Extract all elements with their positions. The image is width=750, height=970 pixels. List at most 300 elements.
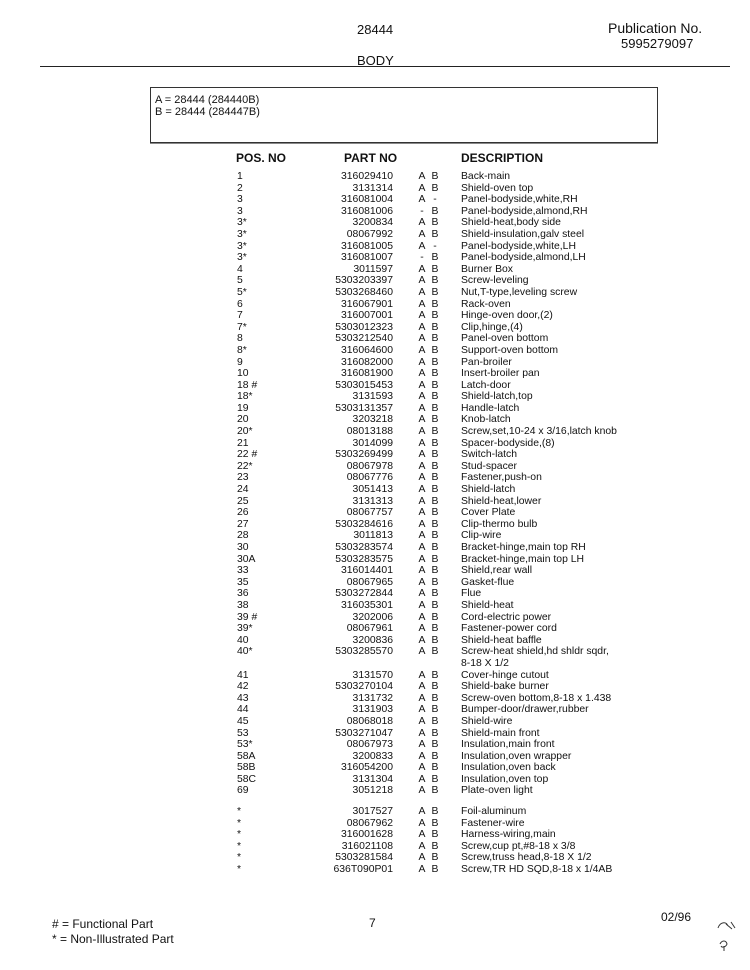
pos-cell: 45 <box>237 715 249 727</box>
part-number-cell: 08067978 <box>346 460 393 472</box>
description-cell: Support-oven bottom <box>461 344 559 356</box>
pos-cell: 6 <box>237 298 243 310</box>
part-number-cell: 08067962 <box>346 817 393 829</box>
model-b-cell: B <box>431 205 439 217</box>
legend-functional-part: # = Functional Part <box>52 917 154 931</box>
part-number-cell: 3131314 <box>352 182 393 194</box>
model-a-cell: - <box>420 252 424 264</box>
model-b-cell: B <box>431 252 439 264</box>
model-b-cell: B <box>431 864 439 876</box>
part-number-cell: 316029410 <box>340 171 393 182</box>
pos-cell: 18* <box>237 391 253 403</box>
model-b-cell: B <box>431 263 439 275</box>
model-b-cell: B <box>431 829 439 841</box>
page-number: 7 <box>369 916 376 930</box>
legend-model-a: A = 28444 (284440B) <box>155 94 260 106</box>
pos-cell: 20* <box>237 426 253 438</box>
model-a-cell: A <box>418 773 426 785</box>
table-row <box>0 739 750 751</box>
model-b-cell: B <box>431 217 439 229</box>
model-b-cell: B <box>431 507 439 519</box>
pos-cell: 42 <box>237 681 249 693</box>
model-b-cell: B <box>431 542 439 553</box>
model-a-cell: A <box>418 829 426 841</box>
table-row <box>0 183 750 195</box>
model-b-cell: B <box>431 762 439 774</box>
pos-cell: 1 <box>237 171 243 182</box>
table-row <box>0 333 750 345</box>
model-b-cell: B <box>431 840 439 852</box>
part-number-cell: 3011813 <box>353 530 393 542</box>
model-a-cell: A <box>418 275 426 287</box>
part-number-cell: 3200836 <box>352 634 393 646</box>
model-a-cell: A <box>418 194 426 206</box>
description-cell: Plate-oven light <box>461 785 533 797</box>
model-a-cell: A <box>418 217 426 229</box>
part-number-cell: 3131593 <box>352 391 393 403</box>
model-a-cell: A <box>418 449 426 461</box>
pos-cell: * <box>237 840 242 852</box>
part-number-cell: 3202006 <box>352 611 393 623</box>
model-a-cell: A <box>418 495 426 507</box>
model-a-cell: A <box>418 852 426 864</box>
model-b-cell: B <box>431 773 439 785</box>
table-row <box>0 264 750 276</box>
pos-cell: 10 <box>237 368 249 380</box>
description-cell: Burner Box <box>461 263 513 275</box>
model-b-cell: B <box>431 530 439 542</box>
model-b-cell: B <box>431 437 439 449</box>
part-number-cell: 3017527 <box>352 806 393 818</box>
part-number-cell: 316081005 <box>340 240 393 252</box>
model-b-cell: B <box>431 344 439 356</box>
part-number-cell: 5303283574 <box>335 542 393 553</box>
pos-cell: 39* <box>237 623 253 635</box>
model-a-cell: A <box>418 727 426 739</box>
model-b-cell: B <box>431 715 439 727</box>
table-row <box>0 507 750 519</box>
description-cell: Switch-latch <box>461 449 518 461</box>
model-b-cell: B <box>431 368 439 380</box>
part-number-cell: 3131732 <box>352 692 393 704</box>
part-number-cell: 08013188 <box>346 426 393 438</box>
column-header-part: PART NO <box>344 151 398 165</box>
pos-cell: 2 <box>237 182 243 194</box>
pos-cell: 38 <box>237 599 249 611</box>
table-row <box>0 612 750 624</box>
table-row <box>0 357 750 369</box>
model-b-cell: B <box>431 426 439 438</box>
part-number-cell: 08067757 <box>346 507 393 519</box>
table-row <box>0 206 750 218</box>
pos-cell: 27 <box>237 518 249 530</box>
pos-cell: 28 <box>237 530 249 542</box>
table-row <box>0 806 750 818</box>
description-cell: Shield,rear wall <box>461 565 533 577</box>
pos-cell: 9 <box>237 356 243 368</box>
column-header-pos: POS. NO <box>236 151 287 165</box>
description-cell: Panel-bodyside,white,LH <box>461 240 576 252</box>
model-b-cell: B <box>431 588 439 600</box>
table-row <box>0 646 750 669</box>
pos-cell: 7* <box>237 321 247 333</box>
model-a-cell: A <box>418 368 426 380</box>
model-b-cell: B <box>431 298 439 310</box>
model-b-cell: B <box>431 414 439 426</box>
model-a-cell: A <box>418 402 426 414</box>
model-a-cell: A <box>418 310 426 322</box>
table-row <box>0 310 750 322</box>
table-row <box>0 322 750 334</box>
model-a-cell: A <box>418 762 426 774</box>
description-cell: Shield-insulation,galv steel <box>461 228 585 240</box>
description-cell: Panel-bodyside,almond,RH <box>461 205 588 217</box>
table-row <box>0 554 750 566</box>
legend-model-b: B = 28444 (284447B) <box>155 106 260 118</box>
model-a-cell: A <box>418 356 426 368</box>
pos-cell: 40 <box>237 634 249 646</box>
description-cell: Panel-bodyside,white,RH <box>461 194 578 206</box>
description-cell: Shield-heat <box>461 599 514 611</box>
pos-cell: 22* <box>237 460 253 472</box>
part-number-cell: 5303283575 <box>335 553 393 565</box>
model-a-cell: A <box>418 426 426 438</box>
part-number-cell: 5303212540 <box>335 333 393 345</box>
table-row <box>0 565 750 577</box>
part-number-cell: 3011597 <box>353 263 393 275</box>
table-row <box>0 829 750 841</box>
table-row <box>0 716 750 728</box>
description-cell: Screw,set,10-24 x 3/16,latch knob <box>461 426 617 438</box>
pos-cell: 3 <box>237 205 243 217</box>
table-row <box>0 496 750 508</box>
part-number-cell: 3200833 <box>352 750 393 762</box>
model-a-cell: A <box>418 228 426 240</box>
part-number-cell: 5303281584 <box>335 852 393 864</box>
model-b-cell: B <box>431 171 439 182</box>
description-cell: Shield-wire <box>461 715 513 727</box>
model-a-cell: A <box>418 286 426 298</box>
pos-cell: 24 <box>237 484 249 496</box>
model-a-cell: A <box>418 611 426 623</box>
part-number-cell: 3051218 <box>352 785 393 797</box>
part-number-cell: 08067961 <box>346 623 393 635</box>
table-row <box>0 171 750 183</box>
table-row <box>0 275 750 287</box>
model-a-cell: A <box>418 588 426 600</box>
model-b-cell: B <box>431 182 439 194</box>
description-cell: Stud-spacer <box>461 460 518 472</box>
pos-cell: * <box>237 817 242 829</box>
pos-cell: 36 <box>237 588 249 600</box>
part-number-cell: 5303271047 <box>335 727 393 739</box>
pos-cell: 23 <box>237 472 249 484</box>
pos-cell: 40* <box>237 646 253 658</box>
table-row <box>0 623 750 635</box>
table-row <box>0 391 750 403</box>
model-a-cell: A <box>418 715 426 727</box>
description-cell: Hinge-oven door,(2) <box>461 310 553 322</box>
table-row <box>0 368 750 380</box>
part-number-cell: 3131570 <box>352 669 393 681</box>
description-cell: Screw,truss head,8-18 X 1/2 <box>461 852 592 864</box>
model-b-cell: B <box>431 472 439 484</box>
revision-date: 02/96 <box>661 910 692 924</box>
part-number-cell: 316082000 <box>340 356 393 368</box>
pos-cell: 53* <box>237 739 253 751</box>
table-row <box>0 241 750 253</box>
table-row <box>0 252 750 264</box>
description-cell: Clip,hinge,(4) <box>461 321 523 333</box>
description-cell: Shield-bake burner <box>461 681 549 693</box>
model-a-cell: A <box>418 669 426 681</box>
pos-cell: 53 <box>237 727 249 739</box>
pos-cell: * <box>237 864 242 876</box>
part-number-cell: 316081900 <box>340 368 393 380</box>
model-b-cell: B <box>431 286 439 298</box>
model-a-cell: A <box>418 806 426 818</box>
description-cell: Screw-leveling <box>461 275 529 287</box>
model-b-cell: B <box>431 275 439 287</box>
model-b-cell: B <box>431 518 439 530</box>
pos-cell: 3* <box>237 240 247 252</box>
table-row <box>0 414 750 426</box>
description-cell: Screw-heat shield,hd shldr sqdr, <box>461 646 609 658</box>
model-a-cell: A <box>418 623 426 635</box>
table-row <box>0 426 750 438</box>
model-a-cell: - <box>420 205 424 217</box>
description-cell: Insulation,oven wrapper <box>461 750 572 762</box>
table-row <box>0 438 750 450</box>
description-cell: Fastener,push-on <box>461 472 542 484</box>
pos-cell: 33 <box>237 565 249 577</box>
table-row <box>0 762 750 774</box>
table-row <box>0 194 750 206</box>
table-row <box>0 670 750 682</box>
part-number-cell: 3200834 <box>352 217 393 229</box>
part-number-cell: 316001628 <box>340 829 393 841</box>
part-number-cell: 5303285570 <box>335 646 393 658</box>
model-a-cell: A <box>418 785 426 797</box>
description-cell: Bracket-hinge,main top RH <box>461 542 586 553</box>
pos-cell: * <box>237 829 242 841</box>
pos-cell: 5* <box>237 286 247 298</box>
description-cell: Screw,cup pt,#8-18 x 3/8 <box>461 840 576 852</box>
model-b-cell: B <box>431 681 439 693</box>
description-cell: Pan-broiler <box>461 356 512 368</box>
model-a-cell: A <box>418 298 426 310</box>
part-number-cell: 316067901 <box>340 298 393 310</box>
table-row <box>0 852 750 864</box>
part-number-cell: 5303272844 <box>335 588 393 600</box>
part-number-cell: 5303131357 <box>335 402 393 414</box>
header-rule <box>40 66 730 67</box>
description-cell: Cover-hinge cutout <box>461 669 549 681</box>
model-b-cell: B <box>431 402 439 414</box>
model-a-cell: A <box>418 634 426 646</box>
part-number-cell: 08067992 <box>346 228 393 240</box>
pos-cell: 58A <box>237 750 256 762</box>
table-row <box>0 864 750 876</box>
pos-cell: 69 <box>237 785 249 797</box>
description-cell-continued: 8-18 X 1/2 <box>461 657 509 669</box>
pos-cell: 3* <box>237 228 247 240</box>
table-row <box>0 380 750 392</box>
model-b-cell: B <box>431 852 439 864</box>
description-cell: Clip-thermo bulb <box>461 518 538 530</box>
section-title: BODY <box>357 53 394 68</box>
description-cell: Insulation,oven back <box>461 762 556 774</box>
model-a-cell: A <box>418 472 426 484</box>
legend-non-illustrated-part: * = Non-Illustrated Part <box>52 932 174 946</box>
model-b-cell: - <box>433 194 437 206</box>
part-number-cell: 3131903 <box>352 704 393 716</box>
description-cell: Bumper-door/drawer,rubber <box>461 704 589 716</box>
pos-cell: 20 <box>237 414 249 426</box>
description-cell: Cord-electric power <box>461 611 552 623</box>
model-a-cell: A <box>418 646 426 658</box>
publication-label: Publication No. <box>608 20 703 36</box>
model-a-cell: A <box>418 484 426 496</box>
description-cell: Shield-main front <box>461 727 540 739</box>
model-a-cell: A <box>418 263 426 275</box>
model-a-cell: A <box>418 864 426 876</box>
part-number-cell: 316021108 <box>341 840 393 852</box>
pos-cell: 8 <box>237 333 243 345</box>
model-b-cell: B <box>431 646 439 658</box>
pos-cell: 22 # <box>237 449 258 461</box>
model-b-cell: B <box>431 333 439 345</box>
table-row <box>0 217 750 229</box>
model-b-cell: B <box>431 692 439 704</box>
model-a-cell: A <box>418 576 426 588</box>
model-b-cell: B <box>431 750 439 762</box>
description-cell: Rack-oven <box>461 298 511 310</box>
table-row <box>0 635 750 647</box>
description-cell: Latch-door <box>461 379 511 391</box>
pos-cell: 25 <box>237 495 249 507</box>
description-cell: Panel-oven bottom <box>461 333 549 345</box>
part-number-cell: 316035301 <box>340 599 393 611</box>
model-a-cell: A <box>418 750 426 762</box>
part-number-cell: 316081006 <box>340 205 393 217</box>
table-row <box>0 577 750 589</box>
model-b-cell: B <box>431 806 439 818</box>
description-cell: Screw-oven bottom,8-18 x 1.438 <box>461 692 612 704</box>
publication-number: 5995279097 <box>621 36 694 51</box>
model-a-cell: A <box>418 553 426 565</box>
pos-cell: 30 <box>237 542 249 553</box>
part-number-cell: 3014099 <box>352 437 393 449</box>
model-a-cell: A <box>418 681 426 693</box>
pos-cell: 39 # <box>237 611 258 623</box>
description-cell: Fastener-power cord <box>461 623 557 635</box>
description-cell: Harness-wiring,main <box>461 829 556 841</box>
part-number-cell: 3051413 <box>352 484 393 496</box>
model-a-cell: A <box>418 507 426 519</box>
pos-cell: 44 <box>237 704 249 716</box>
pos-cell: 35 <box>237 576 249 588</box>
model-b-cell: B <box>431 449 439 461</box>
model-a-cell: A <box>418 817 426 829</box>
description-cell: Foil-aluminum <box>461 806 527 818</box>
pos-cell: 4 <box>237 263 243 275</box>
model-b-cell: B <box>431 817 439 829</box>
description-cell: Handle-latch <box>461 402 520 414</box>
model-b-cell: B <box>431 460 439 472</box>
model-legend-box <box>150 87 658 143</box>
pos-cell: 5 <box>237 275 243 287</box>
model-a-cell: A <box>418 599 426 611</box>
model-a-cell: A <box>418 704 426 716</box>
model-a-cell: A <box>418 692 426 704</box>
model-b-cell: B <box>431 669 439 681</box>
description-cell: Clip-wire <box>461 530 502 542</box>
model-a-cell: A <box>418 437 426 449</box>
pos-cell: * <box>237 852 242 864</box>
model-b-cell: B <box>431 379 439 391</box>
model-b-cell: B <box>431 739 439 751</box>
model-b-cell: B <box>431 785 439 797</box>
table-row <box>0 588 750 600</box>
model-a-cell: A <box>418 530 426 542</box>
description-cell: Shield-heat,body side <box>461 217 561 229</box>
table-row <box>0 600 750 612</box>
model-a-cell: A <box>418 321 426 333</box>
model-a-cell: A <box>418 171 426 182</box>
model-a-cell: A <box>418 344 426 356</box>
column-header-description: DESCRIPTION <box>461 151 544 165</box>
model-b-cell: B <box>431 495 439 507</box>
part-number-cell: 316081004 <box>340 194 393 206</box>
model-a-cell: A <box>418 182 426 194</box>
table-row <box>0 530 750 542</box>
description-cell: Screw,TR HD SQD,8-18 x 1/4AB <box>461 864 613 876</box>
table-row <box>0 299 750 311</box>
handwritten-mark-icon <box>712 918 742 952</box>
model-a-cell: A <box>418 518 426 530</box>
pos-cell: 3* <box>237 217 247 229</box>
table-row <box>0 774 750 786</box>
model-b-cell: B <box>431 484 439 496</box>
pos-cell: 30A <box>237 553 256 565</box>
part-number-cell: 5303268460 <box>335 286 393 298</box>
table-row <box>0 484 750 496</box>
pos-cell: 58C <box>237 773 257 785</box>
pos-cell: 26 <box>237 507 249 519</box>
table-row <box>0 449 750 461</box>
pos-cell: 58B <box>237 762 256 774</box>
part-number-cell: 08067776 <box>346 472 393 484</box>
model-a-cell: A <box>418 739 426 751</box>
description-cell: Gasket-flue <box>461 576 515 588</box>
table-row <box>0 818 750 830</box>
model-b-cell: B <box>431 391 439 403</box>
part-number-cell: 5303012323 <box>335 321 393 333</box>
model-b-cell: B <box>431 611 439 623</box>
model-a-cell: A <box>418 840 426 852</box>
part-number-cell: 08068018 <box>346 715 393 727</box>
table-row <box>0 704 750 716</box>
table-row <box>0 751 750 763</box>
part-number-cell: 5303284616 <box>335 518 393 530</box>
table-row <box>0 472 750 484</box>
description-cell: Fastener-wire <box>461 817 525 829</box>
description-cell: Bracket-hinge,main top LH <box>461 553 585 565</box>
description-cell: Insulation,oven top <box>461 773 549 785</box>
model-a-cell: A <box>418 240 426 252</box>
description-cell: Shield-oven top <box>461 182 534 194</box>
